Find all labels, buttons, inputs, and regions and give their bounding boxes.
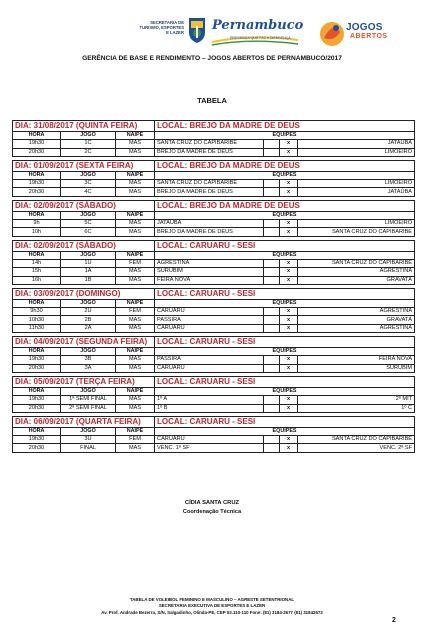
game-row [13, 324, 415, 332]
day-row [13, 160, 415, 171]
team-away: VENC. 2ª SF [298, 444, 415, 452]
page-number: 2 [392, 617, 396, 624]
day-date: DIA: 04/09/2017 (SEGUNDA FEIRA) [13, 337, 155, 348]
team-home: FEIRA NOVA [155, 276, 264, 284]
game-category: MAS [116, 228, 155, 236]
team-away: JATAÚBA [298, 140, 415, 148]
table-title: TABELA [197, 96, 227, 105]
header-naipe: NAIPE [116, 427, 155, 435]
team-away: SANTA CRUZ DO CAPIBARIBE [298, 259, 415, 267]
gap-cell [264, 364, 280, 372]
game-code: 3C [61, 180, 116, 188]
game-time: 20h30 [13, 364, 61, 372]
column-header-row [13, 132, 415, 140]
game-code: FINAL [61, 444, 116, 452]
day-location: LOCAL: BREJO DA MADRE DE DEUS [155, 121, 415, 132]
game-row [13, 188, 415, 196]
header-hora: HORA [13, 171, 61, 179]
game-category: MAS [116, 188, 155, 196]
header-equipes: EQUIPES [155, 251, 415, 259]
versus-mark: x [280, 259, 298, 267]
game-category: MAS [116, 444, 155, 452]
day-date: DIA: 06/09/2017 (QUARTA FEIRA) [13, 416, 155, 427]
team-away: GRAVATÁ [298, 276, 415, 284]
game-row [13, 436, 415, 444]
header-jogo: JOGO [61, 132, 116, 140]
abertos-wordmark: ABERTOS [350, 33, 388, 40]
game-code: 2ª SEMI FINAL [61, 404, 116, 412]
footer-line: TABELA DE VOLEIBOL FEMININO E MASCULINO – AGRESTE SETENTRIONAL [129, 597, 295, 602]
header-naipe: NAIPE [116, 387, 155, 395]
signature-role: Coordenação Técnica [182, 509, 242, 515]
game-category: MAS [116, 364, 155, 372]
gap-cell [264, 308, 280, 316]
team-home: JATAÚBA [155, 220, 264, 228]
game-code: 1ª SEMI FINAL [61, 396, 116, 404]
header-naipe: NAIPE [116, 348, 155, 356]
versus-mark: x [280, 356, 298, 364]
team-away: JATAÚBA [298, 188, 415, 196]
game-row [13, 396, 415, 404]
header-hora: HORA [13, 427, 61, 435]
versus-mark: x [280, 180, 298, 188]
game-row [13, 228, 415, 236]
team-home: 1º A [155, 396, 264, 404]
column-header-row [13, 387, 415, 395]
game-code: 1U [61, 259, 116, 267]
day-date: DIA: 03/09/2017 (DOMINGO) [13, 288, 155, 299]
game-category: MAS [116, 148, 155, 156]
column-header-row [13, 211, 415, 219]
day-row [13, 416, 415, 427]
game-category: MAS [116, 140, 155, 148]
gap-cell [264, 228, 280, 236]
header-naipe: NAIPE [116, 132, 155, 140]
game-code: 2U [61, 308, 116, 316]
column-header-row [13, 251, 415, 259]
secretaria-line: TURISMO, ESPORTES [139, 25, 184, 30]
team-home: SANTA CRUZ DO CAPIBARIBE [155, 140, 264, 148]
game-row [13, 316, 415, 324]
game-code: 2C [61, 148, 116, 156]
versus-mark: x [280, 436, 298, 444]
team-away: AGRESTINA [298, 268, 415, 276]
team-home: CARUARU [155, 364, 264, 372]
secretaria-label [118, 20, 184, 35]
header-equipes: EQUIPES [155, 132, 415, 140]
versus-mark: x [280, 444, 298, 452]
game-code: 3B [61, 356, 116, 364]
gap-cell [264, 316, 280, 324]
schedule-table [12, 120, 415, 453]
pernambuco-wordmark: Pernambuco [212, 18, 304, 33]
team-away: 2º MIT [298, 396, 415, 404]
day-date: DIA: 01/09/2017 (SEXTA FEIRA) [13, 160, 155, 171]
team-home: AGRESTINA [155, 259, 264, 267]
game-row [13, 220, 415, 228]
header-jogo: JOGO [61, 299, 116, 307]
column-header-row [13, 299, 415, 307]
game-category: MAS [116, 324, 155, 332]
versus-mark: x [280, 268, 298, 276]
game-row [13, 268, 415, 276]
header-jogo: JOGO [61, 211, 116, 219]
header-jogo: JOGO [61, 251, 116, 259]
team-away: AGRESTINA [298, 324, 415, 332]
day-date: DIA: 05/09/2017 (TERÇA FEIRA) [13, 376, 155, 387]
gap-cell [264, 404, 280, 412]
game-category: MAS [116, 220, 155, 228]
team-away: FEIRA NOVA [298, 356, 415, 364]
gap-cell [264, 356, 280, 364]
header-hora: HORA [13, 132, 61, 140]
game-time: 20h30 [13, 404, 61, 412]
game-category: MAS [116, 276, 155, 284]
day-location: LOCAL: CARUARU - SESI [155, 240, 415, 251]
game-category: MAS [116, 396, 155, 404]
game-time: 20h30 [13, 444, 61, 452]
column-header-row [13, 171, 415, 179]
game-code: 3A [61, 364, 116, 372]
header-equipes: EQUIPES [155, 299, 415, 307]
day-row [13, 200, 415, 211]
game-row [13, 444, 415, 452]
footer [0, 597, 424, 616]
jogos-wordmark: JOGOS [346, 22, 383, 33]
team-home: VENC. 1ª SF [155, 444, 264, 452]
signature-name: CÍDIA SANTA CRUZ [184, 500, 240, 506]
team-home: PASSIRA [155, 356, 264, 364]
footer-line: Av. Prof. Andrade Bezerra, S/N, Salgadinho, Olinda-PE, CEP 53.110-110 Fone: (81) 3184-2677 (81) 31842672 [101, 609, 323, 615]
team-home: CARUARU [155, 308, 264, 316]
header-jogo: JOGO [61, 171, 116, 179]
versus-mark: x [280, 140, 298, 148]
day-date: DIA: 02/09/2017 (SÁBADO) [13, 200, 155, 211]
game-category: MAS [116, 180, 155, 188]
header-hora: HORA [13, 211, 61, 219]
team-home: CARUARU [155, 436, 264, 444]
header-equipes: EQUIPES [155, 427, 415, 435]
team-away: SANTA CRUZ DO CAPIBARIBE [298, 228, 415, 236]
gap-cell [264, 436, 280, 444]
game-time: 19h30 [13, 140, 61, 148]
game-row [13, 276, 415, 284]
gap-cell [264, 259, 280, 267]
header-naipe: NAIPE [116, 211, 155, 219]
header-hora: HORA [13, 251, 61, 259]
team-home: 1º B [155, 404, 264, 412]
game-time: 19h30 [13, 436, 61, 444]
header-jogo: JOGO [61, 348, 116, 356]
header-naipe: NAIPE [116, 299, 155, 307]
game-row [13, 404, 415, 412]
day-row [13, 240, 415, 251]
game-code: 5C [61, 220, 116, 228]
day-row [13, 288, 415, 299]
day-date: DIA: 31/08/2017 (QUINTA FEIRA) [13, 121, 155, 132]
game-code: 2A [61, 324, 116, 332]
day-location: LOCAL: CARUARU - SESI [155, 376, 415, 387]
pernambuco-tagline: PRESENÇA QUE FAZ A DIFERENÇA [230, 36, 291, 40]
day-location: LOCAL: BREJO DA MADRE DE DEUS [155, 200, 415, 211]
team-home: BREJO DA MADRE DE DEUS [155, 228, 264, 236]
game-time: 15h [13, 268, 61, 276]
game-time: 10h [13, 228, 61, 236]
game-category: MAS [116, 404, 155, 412]
header-equipes: EQUIPES [155, 171, 415, 179]
game-category: MAS [116, 316, 155, 324]
column-header-row [13, 427, 415, 435]
gap-cell [264, 188, 280, 196]
header-hora: HORA [13, 299, 61, 307]
versus-mark: x [280, 228, 298, 236]
footer-line: SECRETARIA EXECUTIVA DE ESPORTES E LAZER [158, 603, 266, 609]
game-code: 1B [61, 276, 116, 284]
day-location: LOCAL: BREJO DA MADRE DE DEUS [155, 160, 415, 171]
versus-mark: x [280, 276, 298, 284]
team-home: BREJO DA MADRE DE DEUS [155, 148, 264, 156]
header-equipes: EQUIPES [155, 211, 415, 219]
game-category: FEM [116, 436, 155, 444]
versus-mark: x [280, 324, 298, 332]
game-code: 2B [61, 316, 116, 324]
header-naipe: NAIPE [116, 171, 155, 179]
game-row [13, 259, 415, 267]
team-away: GRAVATÁ [298, 316, 415, 324]
game-time: 19h30 [13, 180, 61, 188]
versus-mark: x [280, 316, 298, 324]
gap-cell [264, 324, 280, 332]
versus-mark: x [280, 308, 298, 316]
game-time: 14h [13, 259, 61, 267]
team-home: CARUARU [155, 324, 264, 332]
team-away: SURUBIM [298, 364, 415, 372]
game-time: 11h30 [13, 324, 61, 332]
team-home: SANTA CRUZ DO CAPIBARIBE [155, 180, 264, 188]
gap-cell [264, 396, 280, 404]
team-away: 1º C [298, 404, 415, 412]
game-row [13, 364, 415, 372]
game-code: 3U [61, 436, 116, 444]
game-code: 6C [61, 228, 116, 236]
day-row [13, 337, 415, 348]
game-time: 19h30 [13, 396, 61, 404]
team-away: LIMOEIRO [298, 220, 415, 228]
team-home: BREJO DA MADRE DE DEUS [155, 188, 264, 196]
game-row [13, 148, 415, 156]
header-hora: HORA [13, 348, 61, 356]
state-coat-of-arms-logo [186, 16, 208, 44]
day-date: DIA: 02/09/2017 (SÁBADO) [13, 240, 155, 251]
header-jogo: JOGO [61, 427, 116, 435]
game-time: 10h30 [13, 316, 61, 324]
secretaria-line: SECRETARIA DE [150, 20, 184, 25]
game-row [13, 356, 415, 364]
document-title: GERÊNCIA DE BASE E RENDIMENTO – JOGOS ABERTOS DE PERNAMBUCO/2017 [82, 55, 342, 62]
gap-cell [264, 220, 280, 228]
gap-cell [264, 276, 280, 284]
versus-mark: x [280, 396, 298, 404]
secretaria-line: E LAZER [166, 30, 184, 35]
game-row [13, 308, 415, 316]
team-away: LIMOEIRO [298, 180, 415, 188]
versus-mark: x [280, 188, 298, 196]
game-category: FEM [116, 259, 155, 267]
team-home: PASSIRA [155, 316, 264, 324]
game-time: 20h30 [13, 148, 61, 156]
game-category: MAS [116, 356, 155, 364]
versus-mark: x [280, 148, 298, 156]
column-header-row [13, 348, 415, 356]
game-time: 9h [13, 220, 61, 228]
header-equipes: EQUIPES [155, 348, 415, 356]
game-time: 9h30 [13, 308, 61, 316]
game-row [13, 180, 415, 188]
team-home: SURUBIM [155, 268, 264, 276]
letterhead [0, 6, 424, 52]
game-category: FEM [116, 308, 155, 316]
gap-cell [264, 140, 280, 148]
game-code: 1A [61, 268, 116, 276]
gap-cell [264, 180, 280, 188]
versus-mark: x [280, 404, 298, 412]
gap-cell [264, 444, 280, 452]
gap-cell [264, 268, 280, 276]
team-away: AGRESTINA [298, 308, 415, 316]
header-equipes: EQUIPES [155, 387, 415, 395]
versus-mark: x [280, 220, 298, 228]
day-location: LOCAL: CARUARU - SESI [155, 416, 415, 427]
team-away: LIMOEIRO [298, 148, 415, 156]
header-jogo: JOGO [61, 387, 116, 395]
day-row [13, 376, 415, 387]
game-row [13, 140, 415, 148]
header-hora: HORA [13, 387, 61, 395]
day-location: LOCAL: CARUARU - SESI [155, 337, 415, 348]
versus-mark: x [280, 364, 298, 372]
game-category: MAS [116, 268, 155, 276]
header-naipe: NAIPE [116, 251, 155, 259]
gap-cell [264, 148, 280, 156]
game-time: 16h [13, 276, 61, 284]
game-time: 20h30 [13, 188, 61, 196]
day-location: LOCAL: CARUARU - SESI [155, 288, 415, 299]
game-time: 19h30 [13, 356, 61, 364]
game-code: 4C [61, 188, 116, 196]
day-row [13, 121, 415, 132]
game-code: 1C [61, 140, 116, 148]
team-away: SANTA CRUZ DO CAPIBARIBE [298, 436, 415, 444]
